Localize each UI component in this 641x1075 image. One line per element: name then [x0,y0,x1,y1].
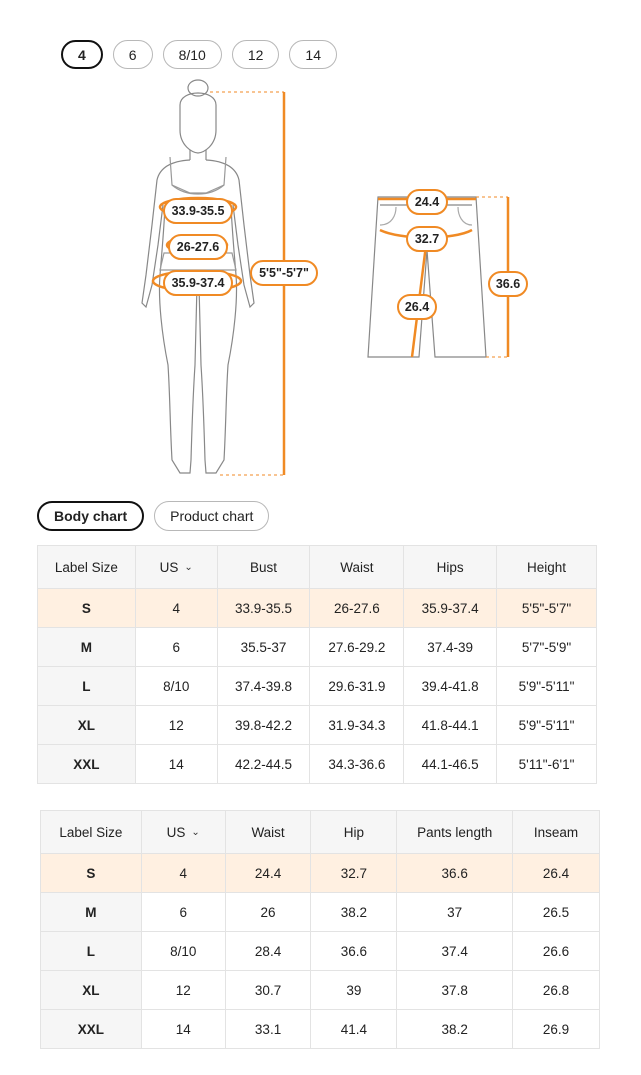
table-cell: 26 [225,893,311,932]
height-measurement-label: 5'5"-5'7" [250,260,318,286]
chevron-down-icon: ⌄ [184,561,193,573]
size-pill-6[interactable]: 6 [113,40,153,69]
pants-figure [368,197,486,357]
table-row [41,1010,600,1049]
size-selector [61,40,337,69]
table-cell: 37 [397,893,513,932]
table-row [41,971,600,1010]
table-cell: 5'9"-5'11" [497,706,597,745]
size-pill-4[interactable]: 4 [61,40,103,69]
table-row [38,628,597,667]
table-cell: XXL [38,745,136,784]
table-cell: M [41,893,142,932]
table-row [38,667,597,706]
table-cell: 14 [135,745,217,784]
table-row [38,745,597,784]
table-cell: 36.6 [311,932,397,971]
column-header: US [166,824,186,840]
illustration-svg [0,75,641,485]
column-header: Hip [311,811,397,854]
table-cell: 37.4 [397,932,513,971]
table-cell: 28.4 [225,932,311,971]
table-cell: 37.8 [397,971,513,1010]
size-pill-14[interactable]: 14 [289,40,337,69]
hips-measurement-label: 35.9-37.4 [163,270,233,296]
table-cell: 26.6 [513,932,600,971]
table-cell: 32.7 [311,854,397,893]
table-cell: 4 [135,589,217,628]
table-cell: 41.8-44.1 [404,706,497,745]
table-row [41,854,600,893]
table-cell: 34.3-36.6 [310,745,404,784]
table-cell: 37.4-39.8 [217,667,310,706]
table-cell: 42.2-44.5 [217,745,310,784]
table-cell: 33.1 [225,1010,311,1049]
pants-hip-label: 32.7 [406,226,448,252]
size-pill-8-10[interactable]: 8/10 [163,40,222,69]
table-cell: 26.4 [513,854,600,893]
size-illustration [0,75,641,485]
table-cell: 6 [135,628,217,667]
us-size-dropdown[interactable] [141,811,225,854]
pants-waist-label: 24.4 [406,189,448,215]
tab-body-chart[interactable]: Body chart [37,501,144,531]
table-cell: 38.2 [397,1010,513,1049]
table-cell: L [41,932,142,971]
table-cell: 35.5-37 [217,628,310,667]
chevron-down-icon: ⌄ [191,826,200,838]
table-cell: 26.9 [513,1010,600,1049]
table-cell: 41.4 [311,1010,397,1049]
body-size-table [37,545,597,784]
table-cell: 35.9-37.4 [404,589,497,628]
column-header: Waist [310,546,404,589]
table-row [38,589,597,628]
table-cell: 8/10 [135,667,217,706]
column-header: Inseam [513,811,600,854]
table-cell: 31.9-34.3 [310,706,404,745]
column-header: Bust [217,546,310,589]
table-cell: 29.6-31.9 [310,667,404,706]
table-cell: S [38,589,136,628]
size-pill-12[interactable]: 12 [232,40,280,69]
table-cell: L [38,667,136,706]
table-cell: XXL [41,1010,142,1049]
us-size-dropdown[interactable] [135,546,217,589]
table-cell: XL [41,971,142,1010]
table-row [41,893,600,932]
table-cell: 38.2 [311,893,397,932]
table-cell: 30.7 [225,971,311,1010]
table-cell: 39 [311,971,397,1010]
table-cell: 44.1-46.5 [404,745,497,784]
table-cell: 12 [135,706,217,745]
table-header-row [38,546,597,589]
table-cell: 5'11"-6'1" [497,745,597,784]
table-cell: 4 [141,854,225,893]
tab-product-chart[interactable]: Product chart [154,501,269,531]
column-header: Waist [225,811,311,854]
table-row [38,706,597,745]
bust-measurement-label: 33.9-35.5 [163,198,233,224]
table-cell: 26-27.6 [310,589,404,628]
table-cell: 26.8 [513,971,600,1010]
table-cell: S [41,854,142,893]
table-cell: M [38,628,136,667]
column-header: US [159,559,179,575]
pants-inseam-label: 26.4 [397,294,437,320]
table-cell: 33.9-35.5 [217,589,310,628]
column-header: Height [497,546,597,589]
table-cell: 14 [141,1010,225,1049]
table-cell: XL [38,706,136,745]
table-cell: 39.8-42.2 [217,706,310,745]
waist-measurement-label: 26-27.6 [168,234,228,260]
table-cell: 36.6 [397,854,513,893]
table-cell: 39.4-41.8 [404,667,497,706]
pants-length-label: 36.6 [488,271,528,297]
column-header: Label Size [38,546,136,589]
table-cell: 26.5 [513,893,600,932]
column-header: Pants length [397,811,513,854]
table-cell: 5'9"-5'11" [497,667,597,706]
table-cell: 24.4 [225,854,311,893]
product-size-table [40,810,600,1049]
table-cell: 37.4-39 [404,628,497,667]
table-cell: 27.6-29.2 [310,628,404,667]
column-header: Hips [404,546,497,589]
table-cell: 5'5"-5'7" [497,589,597,628]
table-row [41,932,600,971]
table-cell: 8/10 [141,932,225,971]
table-cell: 5'7"-5'9" [497,628,597,667]
chart-tabs [37,501,269,531]
table-cell: 6 [141,893,225,932]
table-cell: 12 [141,971,225,1010]
table-header-row [41,811,600,854]
column-header: Label Size [41,811,142,854]
